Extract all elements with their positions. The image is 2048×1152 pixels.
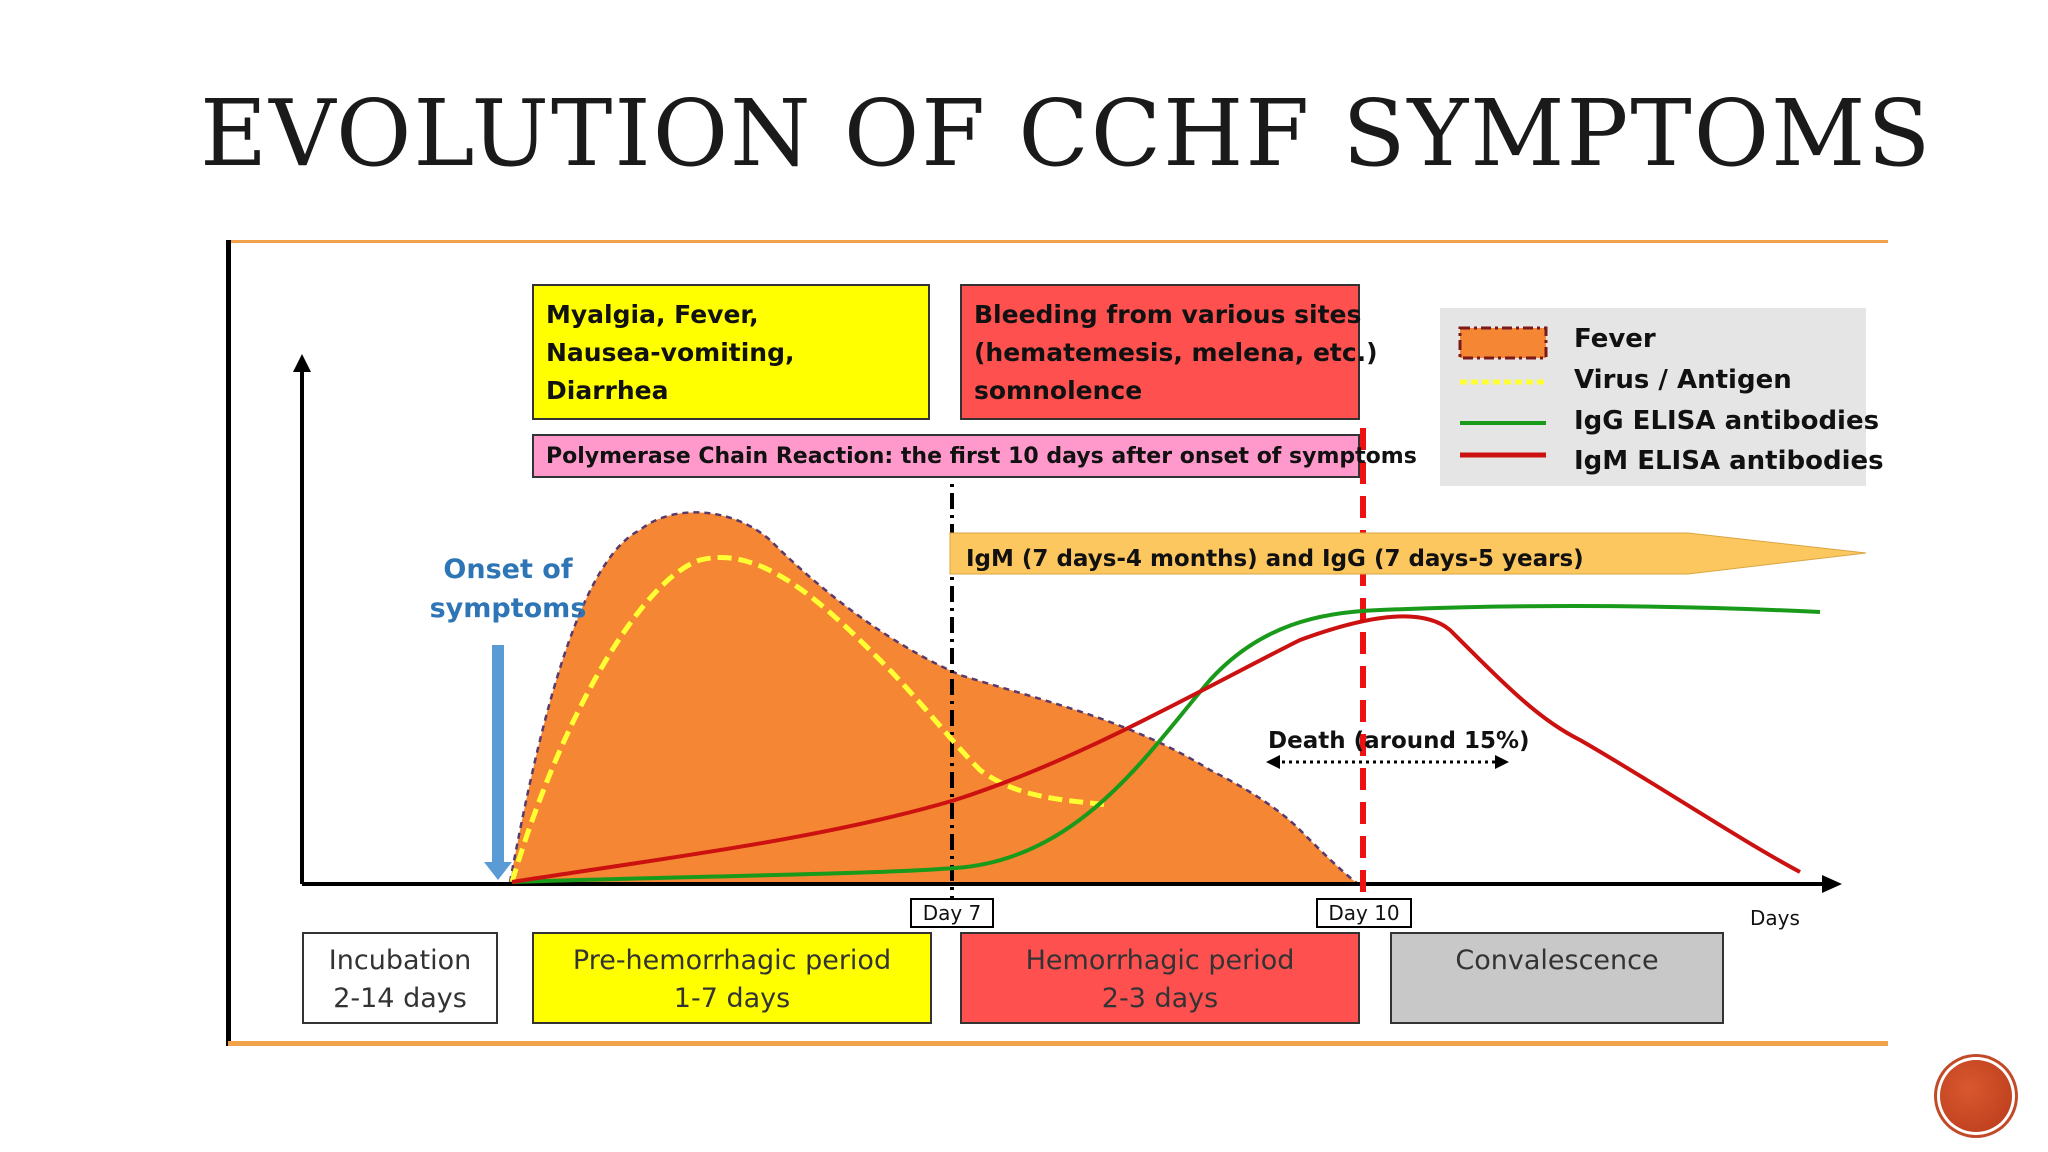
legend-label: Virus / Antigen [1574, 365, 1792, 395]
death-rate-label: Death (around 15%) [1268, 728, 1530, 754]
hemorrhagic-period-box [960, 932, 1360, 1024]
symptom-line: (hematemesis, melena, etc.) [974, 338, 1378, 367]
igm-line-icon [1458, 442, 1548, 468]
onset-arrowhead [484, 862, 512, 880]
period-name: Convalescence [1455, 945, 1659, 976]
day10-label: Day 10 [1316, 898, 1412, 928]
incubation-period-box [302, 932, 498, 1024]
legend-label: IgG ELISA antibodies [1574, 406, 1880, 436]
legend-item-igg [1440, 402, 1880, 442]
legend-item-fever [1440, 320, 1866, 360]
onset-line: Onset of [443, 554, 573, 585]
period-duration: 1-7 days [673, 983, 791, 1014]
y-axis-arrowhead [293, 354, 311, 372]
legend-label: IgM ELISA antibodies [1574, 446, 1884, 476]
pre-hemorrhagic-symptoms-box [532, 284, 930, 420]
slide-title: EVOLUTION OF CCHF SYMPTOMS [200, 80, 1933, 187]
pcr-text: Polymerase Chain Reaction: the first 10 days after onset of symptoms [546, 443, 1417, 469]
x-axis-arrowhead [1822, 875, 1842, 893]
bottom-rule [228, 1041, 1888, 1046]
presentation-logo-icon [1940, 1060, 2012, 1132]
hemorrhagic-symptoms-box [960, 284, 1378, 420]
legend-item-igm [1440, 442, 1884, 482]
pre-hemorrhagic-period-box [532, 932, 932, 1024]
legend [1440, 308, 1884, 486]
onset-of-symptoms-label [428, 550, 588, 628]
virus-line-icon [1458, 369, 1548, 395]
symptom-line: Diarrhea [546, 376, 669, 405]
legend-label: Fever [1574, 324, 1656, 354]
legend-item-virus [1440, 361, 1866, 401]
period-name: Pre-hemorrhagic period [572, 945, 892, 976]
period-name: Incubation [328, 945, 472, 976]
igm-igg-duration-label: IgM (7 days-4 months) and IgG (7 days-5 years) [966, 546, 1584, 572]
death-arrow-right-head [1495, 755, 1509, 769]
days-axis-label: Days [1750, 906, 1800, 930]
symptom-line: Myalgia, Fever, [546, 300, 759, 329]
period-name: Hemorrhagic period [1025, 945, 1295, 976]
day7-label: Day 7 [910, 898, 994, 928]
fever-swatch-icon [1458, 326, 1548, 360]
convalescence-period-box [1390, 932, 1724, 1024]
period-duration: 2-14 days [333, 983, 467, 1014]
igg-line-icon [1458, 410, 1548, 436]
death-arrow-left-head [1266, 755, 1280, 769]
symptom-line: Nausea-vomiting, [546, 338, 795, 367]
onset-line: symptoms [429, 593, 587, 624]
symptom-line: Bleeding from various sites [974, 300, 1362, 329]
period-duration: 2-3 days [1101, 983, 1219, 1014]
symptom-line: somnolence [974, 376, 1143, 405]
pcr-bar [532, 434, 1417, 478]
